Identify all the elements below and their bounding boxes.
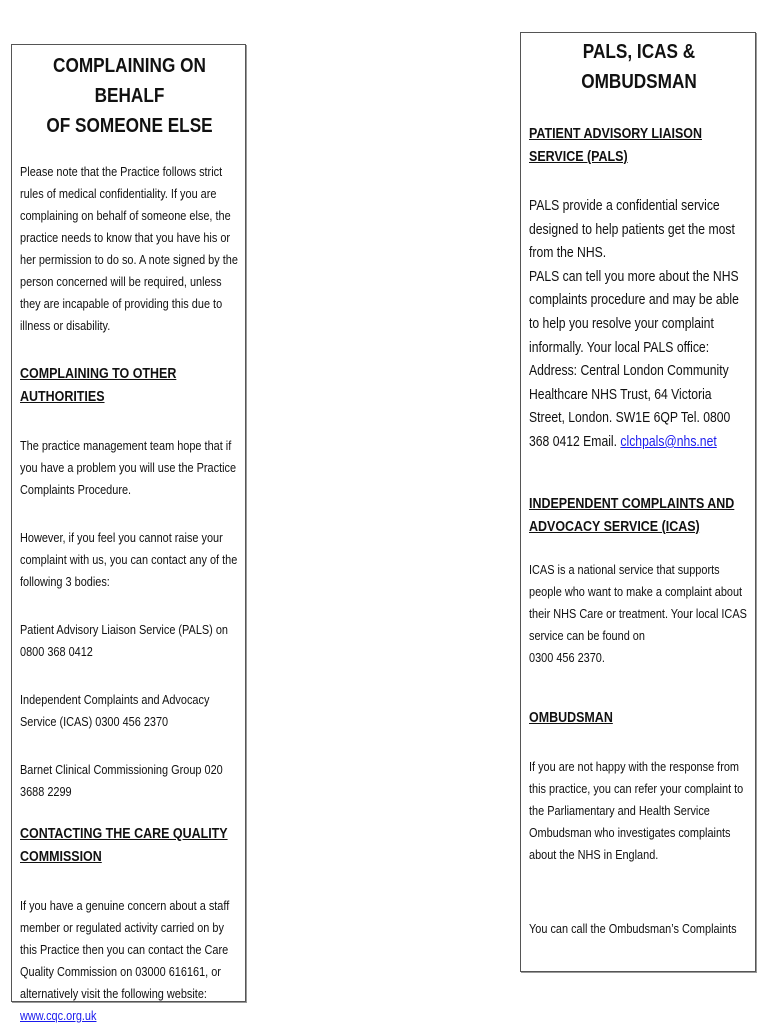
pals-description: PALS provide a confidential service designed to help patients get the most from the NHS. xyxy=(529,198,735,262)
right-title xyxy=(544,37,733,97)
cqc-paragraph xyxy=(20,895,239,1027)
other-authorities-heading xyxy=(20,363,208,409)
right-panel xyxy=(520,32,756,972)
pals-contact: Patient Advisory Liaison Service (PALS) on 0800 368 0412 xyxy=(20,622,228,659)
ombudsman-description: If you are not happy with the response from this practice, you can refer your complaint to the Parliamentary and Health Service Ombudsman who investigates complaints about the NHS in England. xyxy=(529,758,744,862)
other-authorities-heading-line2: AUTHORITIES xyxy=(20,389,105,405)
pals-heading-line2: SERVICE (PALS) xyxy=(529,149,628,165)
confidentiality-paragraph: Please note that the Practice follows strict rules of medical confidentiality. If you are complaining on behalf of someone else, the practice needs to know that you have his or her permission to do so. A note signed by the person concerned will be required, unless they are incapable of providing this due to illness or disability. xyxy=(20,164,238,333)
ombudsman-call-text: You can call the Ombudsman’s Complaints xyxy=(529,920,737,936)
right-title-line2: OMBUDSMAN xyxy=(581,71,697,93)
cqc-text: If you have a genuine concern about a staff member or regulated activity carried on by this Practice then you can contact the Care Quality Commission on 03000 616161, or alternatively visit the following website: xyxy=(20,898,230,1001)
pals-heading-line1: PATIENT ADVISORY LIAISON xyxy=(529,126,702,142)
right-title-line1: PALS, ICAS & xyxy=(582,41,696,63)
ombudsman-heading: OMBUDSMAN xyxy=(529,709,613,726)
other-authorities-heading-line1: COMPLAINING TO OTHER xyxy=(20,366,177,382)
pals-details-text: PALS can tell you more about the NHS complaints procedure and may be able to help you resolve your complaint informally. Your local PALS office: Address: Central London Community Healthcare NHS Trust, 64 Victoria Street, London. SW1E 6QP Tel. 0800 368 0412 Email. xyxy=(529,268,739,450)
cqc-heading xyxy=(20,823,228,869)
pals-heading xyxy=(529,123,718,169)
cqc-heading-line2: COMMISSION xyxy=(20,849,102,865)
cqc-heading-line1: CONTACTING THE CARE QUALITY xyxy=(20,826,228,842)
pals-details xyxy=(529,266,749,455)
icas-heading xyxy=(529,493,735,539)
barnet-ccg-contact: Barnet Clinical Commissioning Group 020 3688 2299 xyxy=(20,762,223,799)
left-title-line1: COMPLAINING ON BEHALF xyxy=(53,55,206,107)
icas-description: ICAS is a national service that supports people who want to make a complaint about their NHS Care or treatment. Your local ICAS service can be found on xyxy=(529,561,747,643)
left-panel xyxy=(11,44,246,1023)
left-title-line2: OF SOMEONE ELSE xyxy=(46,115,213,137)
icas-phone: 0300 456 2370. xyxy=(529,649,605,665)
contact-bodies-paragraph: However, if you feel you cannot raise your complaint with us, you can contact any of the following 3 bodies: xyxy=(20,530,238,589)
left-title xyxy=(35,51,223,141)
icas-heading-line2: ADVOCACY SERVICE (ICAS) xyxy=(529,518,700,535)
practice-procedure-paragraph: The practice management team hope that if you have a problem you will use the Practice Complaints Procedure. xyxy=(20,438,237,497)
icas-heading-line1: INDEPENDENT COMPLAINTS AND xyxy=(529,495,735,512)
icas-contact: Independent Complaints and Advocacy Service (ICAS) 0300 456 2370 xyxy=(20,692,210,729)
pals-email-link[interactable]: clchpals@nhs.net xyxy=(620,433,717,450)
cqc-website-link[interactable]: www.cqc.org.uk xyxy=(20,1008,97,1023)
